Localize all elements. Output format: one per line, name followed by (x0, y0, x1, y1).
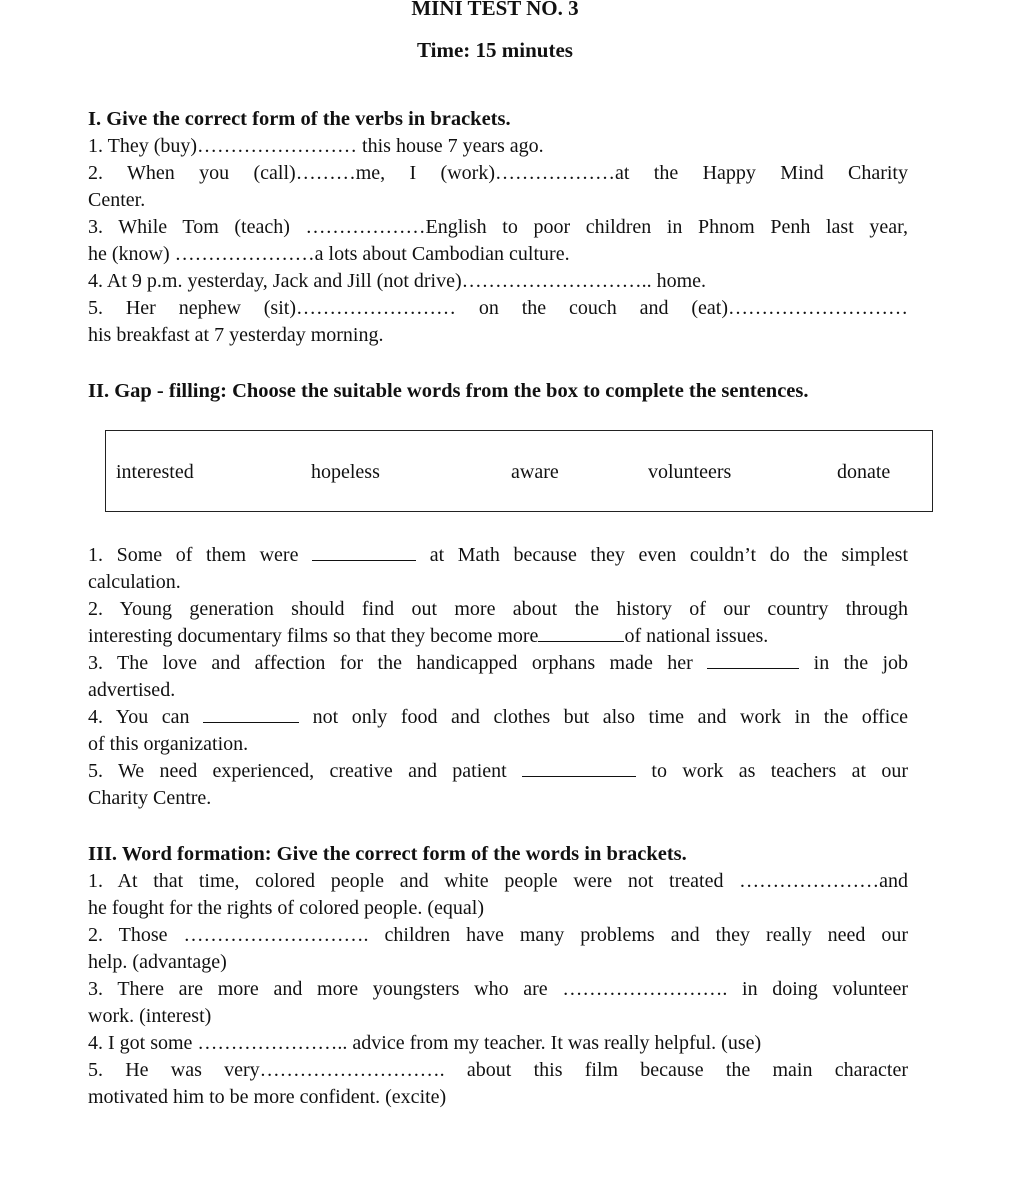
answer-blank[interactable] (707, 652, 799, 669)
question-line: Charity Centre. (88, 787, 212, 809)
exercise-line: 4. At 9 p.m. yesterday, Jack and Jill (not drive)……………………….. home. (88, 270, 707, 292)
answer-blank[interactable] (312, 544, 416, 561)
exercise-line: 1. They (buy)…………………… this house 7 years ago. (88, 135, 544, 157)
section-heading: III. Word formation: Give the correct form of the words in brackets. (88, 843, 687, 865)
exercise-line: 5. He was very………………………. about this film because the main character (88, 1059, 908, 1081)
answer-blank[interactable] (203, 706, 299, 723)
answer-blank[interactable] (538, 625, 624, 642)
exercise-line: 3. There are more and more youngsters who are ……………………. in doing volunteer (88, 978, 908, 1000)
question-text: 5. We need experienced, creative and patient (88, 760, 507, 782)
question-line: of this organization. (88, 733, 249, 755)
word-option: donate (837, 461, 891, 483)
exercise-line: 2. Those ………………………. children have many problems and they really need our (88, 924, 908, 946)
exercise-line: 5. Her nephew (sit)…………………… on the couch and (eat)……………………… (88, 297, 908, 319)
exercise-line: help. (advantage) (88, 951, 227, 973)
question-text: interesting documentary films so that they become more (88, 625, 539, 647)
section-verbs (88, 106, 908, 349)
question-text: to work as teachers at our (651, 760, 909, 782)
question-text: of national issues. (624, 625, 769, 647)
exercise-line: work. (interest) (88, 1005, 212, 1027)
time-limit: Time: 15 minutes (417, 38, 573, 62)
exercise-line: 1. At that time, colored people and white people were not treated …………………and (88, 870, 908, 892)
word-option: aware (511, 461, 559, 483)
exercise-line: motivated him to be more confident. (excite) (88, 1086, 447, 1108)
word-box (105, 430, 933, 512)
question-line: calculation. (88, 571, 181, 593)
word-option: volunteers (648, 461, 732, 483)
question-line (88, 758, 908, 785)
question-text: 3. The love and affection for the handicapped orphans made her (88, 652, 693, 674)
question-line (88, 704, 908, 731)
exercise-line: 2. When you (call)………me, I (work)………………at the Happy Mind Charity (88, 162, 908, 184)
question-text: 4. You can (88, 706, 190, 728)
question-line: 2. Young generation should find out more about the history of our country through (88, 598, 908, 620)
exercise-line: 3. While Tom (teach) ………………English to poor children in Phnom Penh last year, (88, 216, 908, 238)
question-text: in the job (813, 652, 909, 674)
section-heading: II. Gap - filling: Choose the suitable words from the box to complete the sentences. (88, 380, 809, 402)
section-word-formation (88, 841, 908, 1111)
exercise-line: he fought for the rights of colored people. (equal) (88, 897, 484, 919)
question-text: not only food and clothes but also time and work in the office (312, 706, 909, 728)
question-line (88, 650, 908, 677)
question-line: advertised. (88, 679, 176, 701)
question-line (88, 542, 908, 569)
question-text: at Math because they even couldn’t do the simplest (429, 544, 909, 566)
word-option: hopeless (311, 461, 380, 483)
question-text: 1. Some of them were (88, 544, 299, 566)
gap-questions (88, 542, 908, 812)
exercise-line: his breakfast at 7 yesterday morning. (88, 324, 384, 346)
section-gap-filling (88, 378, 908, 405)
exercise-line: he (know) …………………a lots about Cambodian culture. (88, 243, 570, 265)
word-option: interested (116, 461, 194, 483)
exercise-line: Center. (88, 189, 146, 211)
exercise-line: 4. I got some ………………….. advice from my teacher. It was really helpful. (use) (88, 1032, 762, 1054)
answer-blank[interactable] (522, 760, 636, 777)
question-line (88, 623, 908, 650)
page-title: MINI TEST NO. 3 (411, 0, 579, 20)
section-heading: I. Give the correct form of the verbs in brackets. (88, 108, 511, 130)
